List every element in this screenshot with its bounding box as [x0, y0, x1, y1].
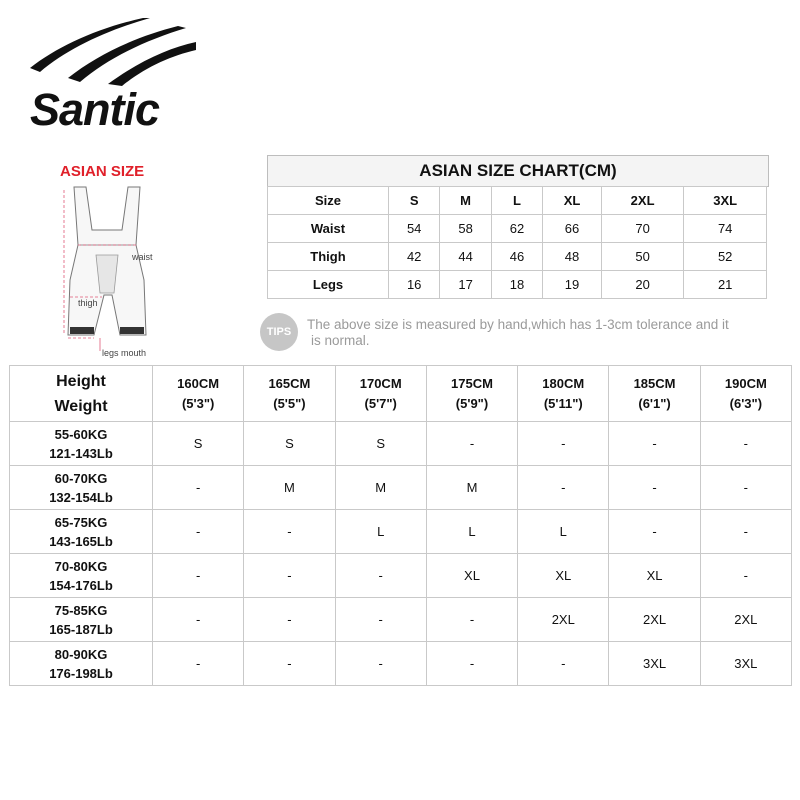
weight-lb: 143-165Lb [49, 533, 113, 549]
height-axis-label: Height [56, 372, 106, 390]
height-cm: 180CM [542, 375, 585, 391]
height-ft: (5'3") [181, 395, 215, 411]
size-cell: 2XL [700, 598, 791, 642]
weight-cell [10, 510, 153, 554]
size-cell: - [335, 554, 426, 598]
height-cm: 185CM [633, 375, 676, 391]
size-cell: - [518, 422, 609, 466]
height-header-cell [153, 366, 244, 422]
tips-note-line: is normal. [311, 333, 370, 348]
weight-cell [10, 422, 153, 466]
height-ft: (6'3") [729, 395, 763, 411]
size-chart-cell: 20 [601, 271, 684, 299]
size-cell: - [426, 642, 517, 686]
size-chart-header-cell: XL [543, 187, 602, 215]
height-ft: (5'7") [364, 395, 397, 411]
size-chart-cell: 18 [491, 271, 542, 299]
size-cell: S [335, 422, 426, 466]
height-ft: (6'1") [638, 395, 671, 411]
weight-row [10, 642, 792, 686]
size-chart-row [268, 243, 767, 271]
weight-row [10, 422, 792, 466]
size-chart-cell: 42 [388, 243, 439, 271]
size-cell: L [518, 510, 609, 554]
weight-lb: 121-143Lb [49, 445, 113, 461]
height-cm: 165CM [268, 375, 311, 391]
size-chart-cell: 16 [388, 271, 439, 299]
size-chart-cell: 52 [684, 243, 767, 271]
tips-note [307, 317, 787, 349]
thigh-label: thigh [78, 298, 98, 308]
bib-shorts-diagram [60, 185, 170, 360]
size-cell: M [244, 466, 335, 510]
size-cell: - [426, 598, 517, 642]
height-header-cell [700, 366, 791, 422]
measure-label: Legs [268, 271, 389, 299]
size-chart-header-cell: S [388, 187, 439, 215]
weight-kg: 75-85KG [54, 602, 108, 618]
tips-icon: TIPS [260, 313, 298, 351]
weight-lb: 132-154Lb [49, 489, 113, 505]
height-header-cell [426, 366, 517, 422]
legs-mouth-label: legs mouth [102, 348, 147, 358]
weight-lb: 176-198Lb [49, 665, 113, 681]
size-chart-title: ASIAN SIZE CHART(CM) [267, 155, 769, 187]
size-chart-header-cell: Size [268, 187, 389, 215]
size-cell: - [244, 554, 335, 598]
size-chart-cell: 48 [543, 243, 602, 271]
size-chart-header-cell: L [491, 187, 542, 215]
weight-row [10, 466, 792, 510]
height-ft: (5'5") [273, 395, 306, 411]
size-cell: - [700, 510, 791, 554]
size-cell: - [244, 510, 335, 554]
size-cell: S [244, 422, 335, 466]
weight-row [10, 598, 792, 642]
size-cell: - [335, 598, 426, 642]
size-chart-cell: 70 [601, 215, 684, 243]
size-chart-cell: 50 [601, 243, 684, 271]
size-cell: - [518, 642, 609, 686]
size-cell: 2XL [609, 598, 700, 642]
weight-kg: 65-75KG [54, 514, 108, 530]
size-cell: - [244, 642, 335, 686]
weight-kg: 80-90KG [54, 646, 108, 662]
size-chart-header-cell: M [440, 187, 491, 215]
size-chart-cell: 19 [543, 271, 602, 299]
size-cell: - [700, 554, 791, 598]
corner-header [10, 366, 153, 422]
size-chart-cell: 62 [491, 215, 542, 243]
size-cell: - [426, 422, 517, 466]
size-chart-cell: 54 [388, 215, 439, 243]
size-cell: - [335, 642, 426, 686]
height-cm: 170CM [359, 375, 402, 391]
tips-note-line: The above size is measured by hand,which has 1-3cm tolerance and it [307, 317, 729, 332]
weight-kg: 55-60KG [54, 426, 108, 442]
size-cell: - [244, 598, 335, 642]
height-header-cell [335, 366, 426, 422]
height-cm: 160CM [177, 375, 220, 391]
size-cell: - [153, 554, 244, 598]
height-header-cell [609, 366, 700, 422]
measure-label: Thigh [268, 243, 389, 271]
size-cell: - [153, 598, 244, 642]
height-header-row [10, 366, 792, 422]
size-cell: - [153, 642, 244, 686]
height-weight-table [9, 365, 792, 686]
weight-kg: 60-70KG [54, 470, 108, 486]
size-chart-cell: 46 [491, 243, 542, 271]
logo-stripes-icon [28, 16, 198, 86]
size-cell: - [153, 510, 244, 554]
size-cell: 3XL [609, 642, 700, 686]
size-chart-cell: 58 [440, 215, 491, 243]
size-chart-cell: 66 [543, 215, 602, 243]
size-cell: M [426, 466, 517, 510]
size-cell: - [609, 466, 700, 510]
size-cell: L [426, 510, 517, 554]
size-cell: - [700, 466, 791, 510]
waist-label: waist [132, 252, 153, 262]
height-header-cell [518, 366, 609, 422]
size-cell: 3XL [700, 642, 791, 686]
size-chart-header-cell: 3XL [684, 187, 767, 215]
size-chart-row [268, 215, 767, 243]
size-chart-table [267, 186, 767, 299]
weight-axis-label: Weight [54, 397, 108, 415]
weight-cell [10, 554, 153, 598]
weight-cell [10, 598, 153, 642]
weight-kg: 70-80KG [54, 558, 108, 574]
size-cell: - [609, 422, 700, 466]
measure-label: Waist [268, 215, 389, 243]
brand-name: Santic [30, 84, 160, 135]
size-chart-header-row [268, 187, 767, 215]
height-header-cell [244, 366, 335, 422]
weight-row [10, 554, 792, 598]
height-cm: 190CM [724, 375, 767, 391]
size-cell: - [153, 466, 244, 510]
size-cell: XL [518, 554, 609, 598]
height-cm: 175CM [451, 375, 493, 391]
size-cell: XL [426, 554, 517, 598]
size-cell: S [153, 422, 244, 466]
size-chart-cell: 21 [684, 271, 767, 299]
size-cell: - [609, 510, 700, 554]
size-cell: 2XL [518, 598, 609, 642]
size-chart-header-cell: 2XL [601, 187, 684, 215]
height-ft: (5'11") [543, 395, 583, 411]
weight-row [10, 510, 792, 554]
weight-cell [10, 642, 153, 686]
size-cell: L [335, 510, 426, 554]
size-cell: XL [609, 554, 700, 598]
height-ft: (5'9") [455, 395, 489, 411]
size-chart-cell: 44 [440, 243, 491, 271]
size-chart-row [268, 271, 767, 299]
size-chart-cell: 17 [440, 271, 491, 299]
size-cell: - [518, 466, 609, 510]
weight-lb: 165-187Lb [49, 621, 113, 637]
weight-lb: 154-176Lb [49, 577, 113, 593]
size-chart-cell: 74 [684, 215, 767, 243]
size-cell: - [700, 422, 791, 466]
size-cell: M [335, 466, 426, 510]
diagram-title: ASIAN SIZE [60, 163, 145, 180]
bib-shorts-icon [60, 185, 170, 360]
weight-cell [10, 466, 153, 510]
